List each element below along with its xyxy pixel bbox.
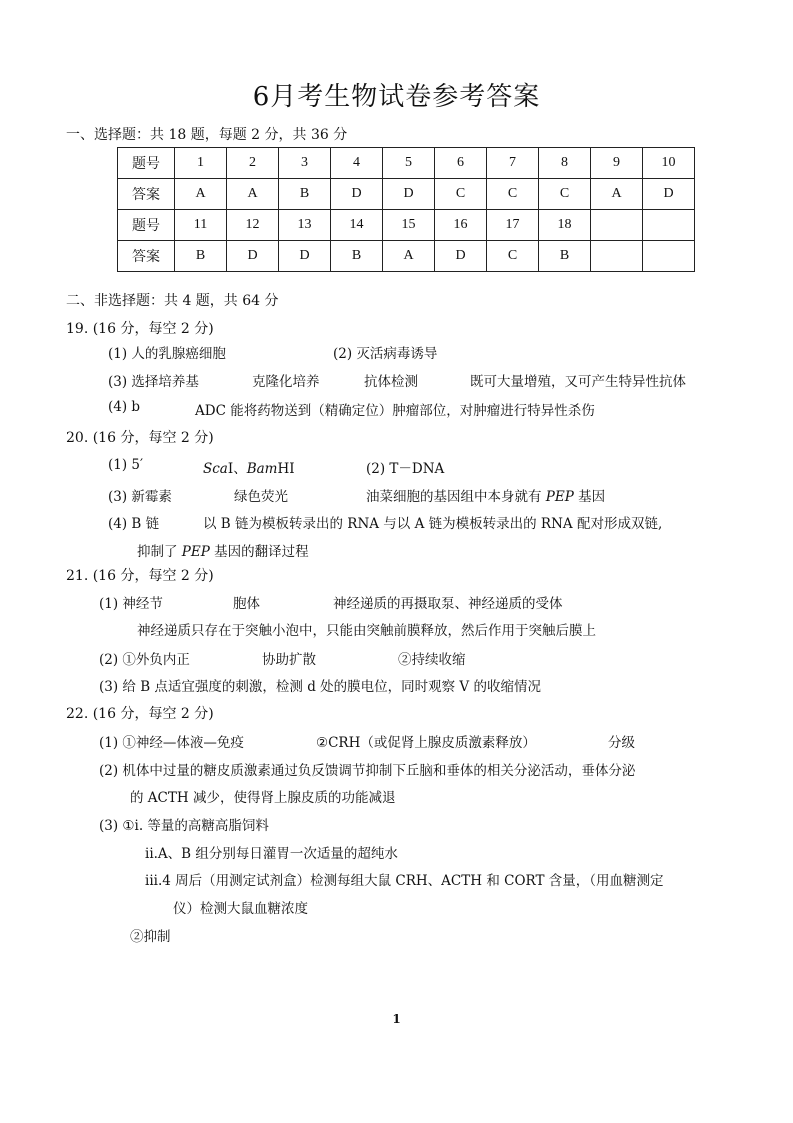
table-cell: 18: [539, 210, 591, 241]
q21-answer: 胞体: [233, 596, 260, 612]
table-cell: A: [591, 179, 643, 210]
gene-name: PEP: [181, 544, 210, 560]
table-cell: 9: [591, 148, 643, 179]
table-cell: D: [279, 241, 331, 272]
q19-answer: ADC 能将药物送到（精确定位）肿瘤部位，对肿瘤进行特异性杀伤: [195, 403, 595, 419]
q19-answer: (2) 灭活病毒诱导: [333, 346, 438, 362]
q20-heading: 20. (16 分，每空 2 分): [66, 430, 214, 446]
q20-answer: (4) B 链: [108, 516, 160, 532]
q22-answer: ②CRH（或促肾上腺皮质激素释放）: [316, 735, 536, 751]
table-cell: 11: [175, 210, 227, 241]
q19-answer: 克隆化培养: [252, 374, 320, 390]
page-number: 1: [392, 1012, 401, 1026]
table-cell: A: [175, 179, 227, 210]
table-cell: D: [643, 179, 695, 210]
table-cell: 13: [279, 210, 331, 241]
q19-answer: (1) 人的乳腺癌细胞: [108, 346, 226, 362]
table-cell: C: [539, 179, 591, 210]
q20-answer: 以 B 链为模板转录出的 RNA 与以 A 链为模板转录出的 RNA 配对形成双链,: [203, 516, 663, 532]
table-cell: C: [487, 241, 539, 272]
q22-answer: ②抑制: [130, 929, 171, 945]
table-cell: [591, 241, 643, 272]
row-label: 答案: [118, 179, 175, 210]
gene-name: PEP: [545, 489, 574, 505]
enzyme-name: Bam: [246, 461, 278, 477]
table-cell: 1: [175, 148, 227, 179]
section1-heading: 一、选择题：共 18 题，每题 2 分，共 36 分: [66, 127, 348, 143]
q20-answer: 抑制了 PEP 基因的翻译过程: [137, 544, 309, 560]
q21-answer: (1) 神经节: [99, 596, 163, 612]
q20-answer: 绿色荧光: [234, 489, 288, 505]
table-cell: 15: [383, 210, 435, 241]
table-cell: A: [227, 179, 279, 210]
q19-answer: 既可大量增殖，又可产生特异性抗体: [470, 374, 686, 390]
table-row: [118, 210, 695, 241]
table-cell: D: [383, 179, 435, 210]
table-cell: 17: [487, 210, 539, 241]
table-cell: D: [435, 241, 487, 272]
page-title: 6月考生物试卷参考答案: [252, 82, 541, 112]
q21-answer: 协助扩散: [262, 652, 316, 668]
table-cell: B: [331, 241, 383, 272]
table-cell: C: [487, 179, 539, 210]
table-cell: 4: [331, 148, 383, 179]
q22-answer: iii.4 周后（用测定试剂盒）检测每组大鼠 CRH、ACTH 和 CORT 含量，（用血糖测定: [145, 873, 664, 889]
q22-answer: (3) ①i. 等量的高糖高脂饲料: [99, 818, 269, 834]
q22-heading: 22. (16 分，每空 2 分): [66, 706, 214, 722]
table-cell: D: [227, 241, 279, 272]
q21-answer: 神经递质只存在于突触小泡中，只能由突触前膜释放，然后作用于突触后膜上: [137, 623, 596, 639]
q22-answer: ii.A、B 组分别每日灌胃一次适量的超纯水: [145, 846, 398, 862]
q22-answer: (2) 机体中过量的糖皮质激素通过负反馈调节抑制下丘脑和垂体的相关分泌活动，垂体分泌: [99, 763, 636, 779]
table-cell: 3: [279, 148, 331, 179]
table-cell: 8: [539, 148, 591, 179]
answer-table: [117, 147, 695, 272]
q22-answer: 的 ACTH 减少，使得肾上腺皮质的功能减退: [130, 790, 396, 806]
table-cell: A: [383, 241, 435, 272]
table-cell: 7: [487, 148, 539, 179]
enzyme-name: Sca: [203, 461, 228, 477]
q20-answer: (3) 新霉素: [108, 489, 172, 505]
q20-answer: 油菜细胞的基因组中本身就有 PEP 基因: [366, 489, 606, 505]
q21-answer: 神经递质的再摄取泵、神经递质的受体: [333, 596, 563, 612]
table-cell: B: [175, 241, 227, 272]
table-cell: 5: [383, 148, 435, 179]
q19-answer: (3) 选择培养基: [108, 374, 199, 390]
table-cell: C: [435, 179, 487, 210]
q21-answer: (3) 给 B 点适宜强度的刺激，检测 d 处的膜电位，同时观察 V 的收缩情况: [99, 679, 541, 695]
table-cell: 6: [435, 148, 487, 179]
row-label: 答案: [118, 241, 175, 272]
table-row: [118, 148, 695, 179]
q21-heading: 21. (16 分，每空 2 分): [66, 568, 214, 584]
table-cell: B: [279, 179, 331, 210]
table-row: [118, 179, 695, 210]
table-cell: B: [539, 241, 591, 272]
q22-answer: 分级: [608, 735, 635, 751]
table-cell: [643, 210, 695, 241]
q20-answer: (1) 5′: [108, 457, 144, 473]
table-cell: 10: [643, 148, 695, 179]
row-label: 题号: [118, 148, 175, 179]
table-cell: 12: [227, 210, 279, 241]
q22-answer: (1) ①神经—体液—免疫: [99, 735, 244, 751]
table-cell: 14: [331, 210, 383, 241]
q19-heading: 19. (16 分，每空 2 分): [66, 321, 214, 337]
row-label: 题号: [118, 210, 175, 241]
q20-answer: ScaⅠ、BamHⅠ: [203, 461, 295, 477]
q21-answer: ②持续收缩: [398, 652, 466, 668]
table-cell: [591, 210, 643, 241]
table-cell: 16: [435, 210, 487, 241]
q22-answer: 仪）检测大鼠血糖浓度: [173, 901, 308, 917]
q21-answer: (2) ①外负内正: [99, 652, 190, 668]
q19-answer: (4) b: [108, 399, 141, 415]
table-cell: 2: [227, 148, 279, 179]
q19-answer: 抗体检测: [364, 374, 418, 390]
q20-answer: (2) T－DNA: [366, 461, 445, 477]
section2-heading: 二、非选择题：共 4 题，共 64 分: [66, 293, 279, 309]
table-cell: D: [331, 179, 383, 210]
table-cell: [643, 241, 695, 272]
table-row: [118, 241, 695, 272]
